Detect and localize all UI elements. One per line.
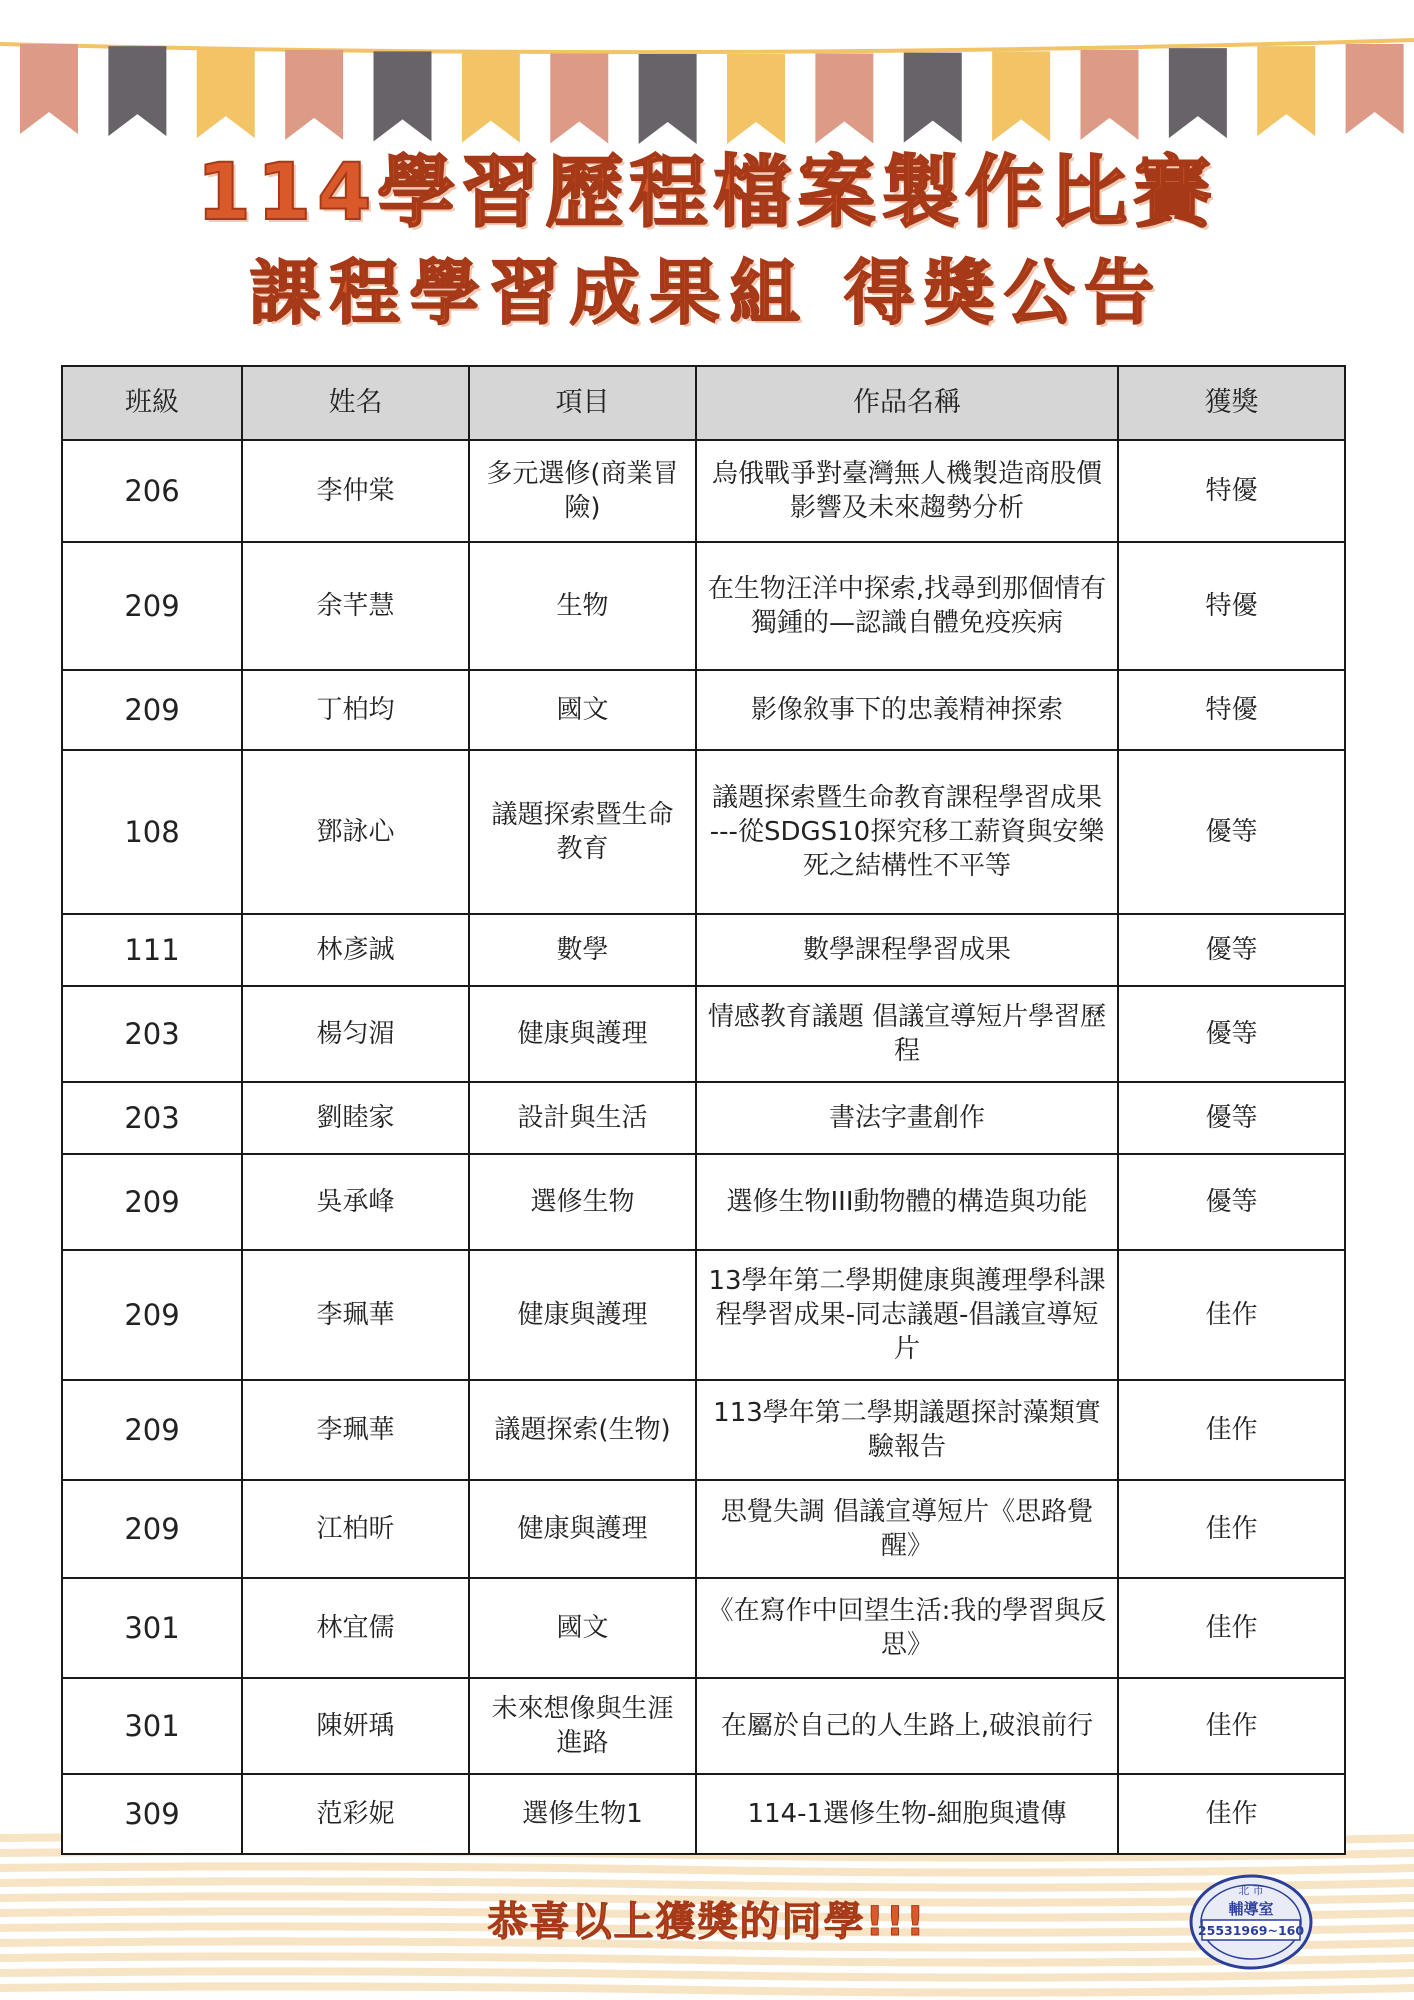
bunting-flag: [815, 54, 873, 144]
seal-stamp-icon: [1186, 1870, 1316, 1974]
cell-award: 特優: [1118, 542, 1345, 670]
awards-table: [61, 365, 1346, 1855]
bunting-flag: [285, 50, 343, 140]
cell-work: 書法字畫創作: [696, 1082, 1118, 1154]
cell-class: 209: [62, 1250, 242, 1380]
cell-class: 301: [62, 1678, 242, 1774]
cell-name: 鄧詠心: [242, 750, 469, 914]
bunting-flag: [462, 53, 520, 143]
bunting-flag: [1169, 48, 1227, 138]
cell-work: 思覺失調 倡議宣導短片《思路覺醒》: [696, 1480, 1118, 1578]
cell-award: 優等: [1118, 914, 1345, 986]
cell-item: 選修生物: [469, 1154, 696, 1250]
table-row: [62, 1480, 1345, 1578]
cell-award: 佳作: [1118, 1578, 1345, 1678]
cell-item: 選修生物1: [469, 1774, 696, 1854]
cell-class: 209: [62, 1154, 242, 1250]
header-class: 班級: [62, 366, 242, 440]
cell-award: 佳作: [1118, 1480, 1345, 1578]
bunting-flag: [727, 54, 785, 144]
cell-name: 李珮華: [242, 1380, 469, 1480]
cell-class: 209: [62, 542, 242, 670]
bunting-flag: [197, 48, 255, 138]
cell-class: 203: [62, 1082, 242, 1154]
cell-work: 烏俄戰爭對臺灣無人機製造商股價影響及未來趨勢分析: [696, 440, 1118, 542]
bunting-flag: [639, 54, 697, 144]
table-row: [62, 1154, 1345, 1250]
cell-item: 健康與護理: [469, 986, 696, 1082]
cell-work: 議題探索暨生命教育課程學習成果 ---從SDGS10探究移工薪資與安樂死之結構性不平等: [696, 750, 1118, 914]
cell-award: 佳作: [1118, 1380, 1345, 1480]
bunting-decoration: [0, 0, 1414, 160]
table-row: [62, 1678, 1345, 1774]
table-row: [62, 1250, 1345, 1380]
bunting-flag: [992, 51, 1050, 141]
header-name: 姓名: [242, 366, 469, 440]
table-row: [62, 670, 1345, 750]
cell-item: 議題探索(生物): [469, 1380, 696, 1480]
cell-item: 數學: [469, 914, 696, 986]
cell-name: 余芊慧: [242, 542, 469, 670]
congratulations-text: 恭喜以上獲獎的同學!!!: [487, 1899, 927, 1945]
bunting-flag: [550, 54, 608, 144]
cell-award: 佳作: [1118, 1774, 1345, 1854]
cell-class: 209: [62, 1380, 242, 1480]
cell-award: 特優: [1118, 670, 1345, 750]
table-row: [62, 440, 1345, 542]
cell-class: 203: [62, 986, 242, 1082]
cell-item: 未來想像與生涯進路: [469, 1678, 696, 1774]
cell-award: 優等: [1118, 1082, 1345, 1154]
cell-name: 范彩妮: [242, 1774, 469, 1854]
cell-name: 李仲棠: [242, 440, 469, 542]
cell-work: 114-1選修生物-細胞與遺傳: [696, 1774, 1118, 1854]
table-row: [62, 914, 1345, 986]
header-work: 作品名稱: [696, 366, 1118, 440]
cell-award: 特優: [1118, 440, 1345, 542]
cell-name: 林宜儒: [242, 1578, 469, 1678]
cell-award: 優等: [1118, 750, 1345, 914]
cell-name: 陳妍瑀: [242, 1678, 469, 1774]
seal-phone-text: 25531969~160: [1197, 1923, 1305, 1938]
cell-name: 吳承峰: [242, 1154, 469, 1250]
cell-work: 選修生物III動物體的構造與功能: [696, 1154, 1118, 1250]
bunting-flag: [374, 51, 432, 141]
cell-item: 多元選修(商業冒險): [469, 440, 696, 542]
cell-item: 議題探索暨生命教育: [469, 750, 696, 914]
bunting-flag: [1346, 44, 1404, 134]
cell-class: 108: [62, 750, 242, 914]
seal-top-text: 北 市: [1238, 1884, 1264, 1897]
cell-name: 江柏昕: [242, 1480, 469, 1578]
bunting-flag: [108, 46, 166, 136]
cell-work: 《在寫作中回望生活:我的學習與反思》: [696, 1578, 1118, 1678]
cell-name: 楊匀湄: [242, 986, 469, 1082]
bunting-flag: [1081, 50, 1139, 140]
cell-name: 林彥誠: [242, 914, 469, 986]
table-row: [62, 1082, 1345, 1154]
cell-class: 206: [62, 440, 242, 542]
cell-item: 國文: [469, 1578, 696, 1678]
title-line-2: 課程學習成果組 得獎公告: [249, 252, 1165, 334]
cell-class: 301: [62, 1578, 242, 1678]
table-row: [62, 1774, 1345, 1854]
table-row: [62, 1380, 1345, 1480]
stripe-line: [0, 1986, 1414, 1992]
table-row: [62, 542, 1345, 670]
cell-class: 309: [62, 1774, 242, 1854]
cell-work: 在生物汪洋中探索,找尋到那個情有獨鍾的—認識自體免疫疾病: [696, 542, 1118, 670]
cell-item: 健康與護理: [469, 1250, 696, 1380]
table-header-row: [62, 366, 1345, 440]
bunting-flag: [20, 44, 78, 134]
cell-name: 劉睦家: [242, 1082, 469, 1154]
table-row: [62, 750, 1345, 914]
cell-name: 丁柏均: [242, 670, 469, 750]
cell-work: 113學年第二學期議題探討藻類實驗報告: [696, 1380, 1118, 1480]
title-line-1: 114學習歷程檔案製作比賽: [196, 148, 1218, 238]
cell-award: 佳作: [1118, 1678, 1345, 1774]
cell-work: 影像敘事下的忠義精神探索: [696, 670, 1118, 750]
cell-work: 情感教育議題 倡議宣導短片學習歷程: [696, 986, 1118, 1082]
cell-work: 數學課程學習成果: [696, 914, 1118, 986]
cell-item: 設計與生活: [469, 1082, 696, 1154]
table-row: [62, 1578, 1345, 1678]
cell-name: 李珮華: [242, 1250, 469, 1380]
bunting-flag: [904, 53, 962, 143]
bunting-flag: [1257, 46, 1315, 136]
header-award: 獲獎: [1118, 366, 1345, 440]
cell-work: 13學年第二學期健康與護理學科課程學習成果-同志議題-倡議宣導短片: [696, 1250, 1118, 1380]
cell-award: 優等: [1118, 1154, 1345, 1250]
cell-item: 國文: [469, 670, 696, 750]
cell-award: 佳作: [1118, 1250, 1345, 1380]
cell-class: 209: [62, 1480, 242, 1578]
cell-class: 209: [62, 670, 242, 750]
cell-work: 在屬於自己的人生路上,破浪前行: [696, 1678, 1118, 1774]
seal-office-text: 輔導室: [1228, 1900, 1274, 1918]
cell-award: 優等: [1118, 986, 1345, 1082]
header-item: 項目: [469, 366, 696, 440]
cell-class: 111: [62, 914, 242, 986]
table-row: [62, 986, 1345, 1082]
cell-item: 生物: [469, 542, 696, 670]
cell-item: 健康與護理: [469, 1480, 696, 1578]
